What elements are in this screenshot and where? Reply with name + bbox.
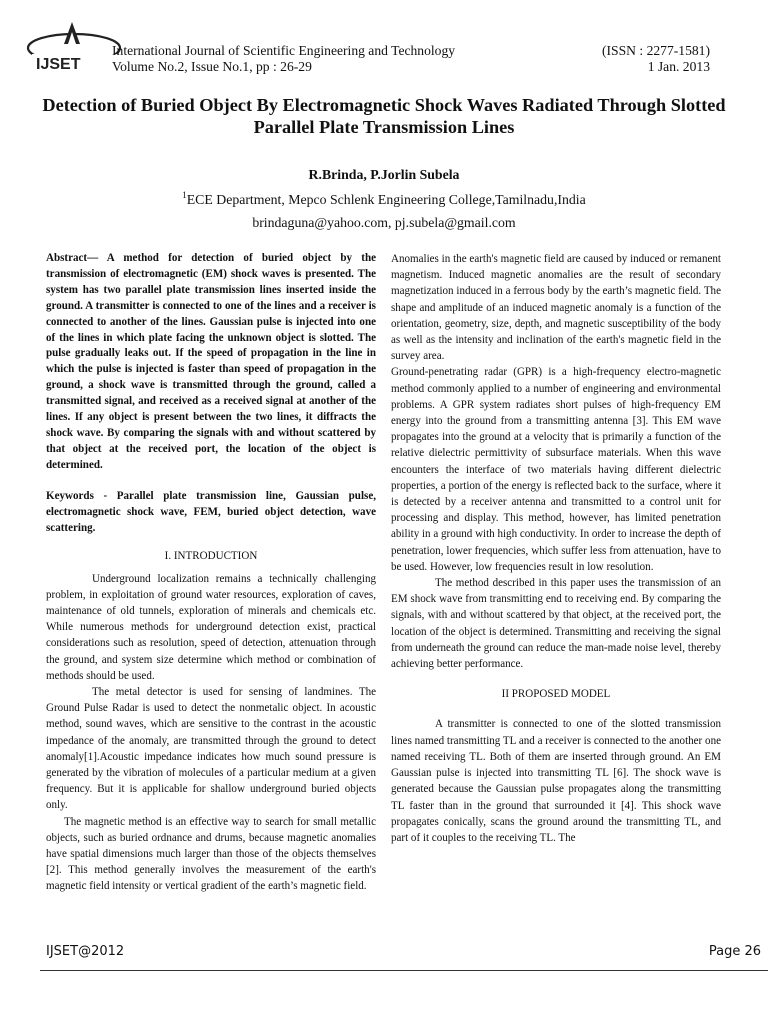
journal-name: International Journal of Scientific Engineering and Technology: [112, 43, 456, 58]
paper-title: Detection of Buried Object By Electromagnetic Shock Waves Radiated Through Slotted Parallel Plate Transmission Lines: [42, 95, 726, 137]
paragraph: A transmitter is connected to one of the slotted transmission lines named transmitting TL and a receiver is connected to the another one named receiving TL. Both of them are inserted through ground. An EM Gaussian pulse is injected into transmitting TL [6]. The shock wave is generated because the Gaussian pulse propagates along the transmitting TL faster than in the ground that surrounded it [4]. This shock wave propagates conically, scans the ground around the transmitting TL, and part of it couples to the receiving TL. The: [391, 718, 721, 844]
logo-text: IJSET: [36, 56, 81, 73]
affiliation: [0, 190, 768, 208]
publication-date: 1 Jan. 2013: [647, 59, 710, 74]
footer-rule: [40, 970, 768, 971]
ijset-logo: [24, 14, 124, 78]
abstract: Abstract— A method for detection of buried object by the transmission of electromagnetic (EM) shock waves is presented. The system has two parallel plate transmission lines inserted inside the ground. A transmitter is connected to one of the lines and a receiver is connected to another of the lines. Gaussian pulse is injected into one of the lines in which plate facing the unknown object is slotted. The pulse gradually leaks out. If the speed of propagation in the line in which the pulse is injected is faster than speed of propagation in the ground, a shock wave is transmitted through the ground, called a transmitted signal, and received as a received signal at another of the lines. If any object is present between the two lines, it diffracts the shock wave. By comparing the signals with and without scattered by that object at the received port, the location of the object is determined.: [46, 252, 376, 471]
right-column: [391, 251, 721, 846]
affiliation-text: ECE Department, Mepco Schlenk Engineering College,Tamilnadu,India: [186, 192, 586, 207]
issn: (ISSN : 2277-1581): [602, 43, 710, 58]
keywords: Keywords - Parallel plate transmission line, Gaussian pulse, electromagnetic shock wave, FEM, buried object detection, wave scattering.: [46, 489, 376, 535]
authors: R.Brinda, P.Jorlin Subela: [308, 167, 460, 182]
paragraph: The magnetic method is an effective way to search for small metallic objects, such as buried ordnance and drums, because magnetic anomalies have spatial dimensions much larger than those of the objects themselves [2]. This method generally involves the measurement of the earth's magnetic field intensity or vertical gradient of the earth’s magnetic field.: [46, 815, 376, 893]
paragraph: Ground-penetrating radar (GPR) is a high-frequency electro-magnetic method commonly applied to a number of engineering and environmental problems. A GPR system radiates short pulses of high-frequency EM energy into the ground from a transmitting antenna [3]. This EM wave propagates into the ground at a velocity that is primarily a function of the relative dielectric permittivity of subsurface materials. When this wave encounters the interface of two materials having different dielectric properties, a portion of the energy is reflected back to the surface, where it is detected by a receiver antenna and transmitted to a control unit for processing and display. This method, however, has limited penetration ability in a ground with high conductivity. In order to increase the depth of penetration, lower frequencies, which suffer less from attenuation, have to be used. However, low frequencies result in low resolution.: [391, 366, 721, 573]
footer-copyright: IJSET@2012: [46, 944, 125, 959]
author-emails: brindaguna@yahoo.com, pj.subela@gmail.com: [252, 215, 516, 230]
issn-info: [602, 43, 710, 75]
affiliation-marker: 1: [182, 190, 187, 200]
footer-page-number: Page 26: [708, 944, 761, 959]
journal-volume: Volume No.2, Issue No.1, pp : 26-29: [112, 59, 312, 74]
paragraph: The method described in this paper uses the transmission of an EM shock wave from transmitting end to receiving end. By comparing the signals, with and without scattered by that object, at the received port, the location of the object is determined. Transmitting and receiving the signal from underneath the ground can reduce the man-made noise level, thereby achieving better performance.: [391, 577, 721, 671]
journal-info: [112, 43, 455, 75]
paragraph: Anomalies in the earth's magnetic field are caused by induced or remanent magnetism. Induced magnetic anomalies are the result of secondary magnetization induced in a ferrous body by the earth’s magnetic field. The shape and amplitude of an induced magnetic anomaly is a function of the orientation, geometry, size, depth, and magnetic susceptibility of the body as well as the intensity and inclination of the earth's magnetic field in the survey area.: [391, 253, 721, 363]
section-heading-introduction: I. INTRODUCTION: [164, 550, 258, 563]
left-column: [46, 251, 376, 895]
section-heading-proposed-model: II PROPOSED MODEL: [501, 688, 611, 701]
paragraph: Underground localization remains a technically challenging problem, in exploitation of ground water resources, exploration of caves, maintenance of old tunnels, exploration of minerals and chemicals etc. While numerous methods for underground detection exist, practical considerations such as resolution, speed of detection, attenuation through the ground, and system size determine which method or combination of methods should be used.: [46, 572, 376, 682]
paragraph: The metal detector is used for sensing of landmines. The Ground Pulse Radar is used to detect the nonmetalic object. In acoustic method, sound waves, which are sensitive to the contrast in the acoustic impedance of the anomaly, are transmitted through the ground to detect anomaly[1].Acoustic impedance indicates how much sound pressure is generated by the vibration of molecules of a particular medium at a given frequency. But it is applicable for shallow underground buried objects only.: [46, 685, 376, 812]
